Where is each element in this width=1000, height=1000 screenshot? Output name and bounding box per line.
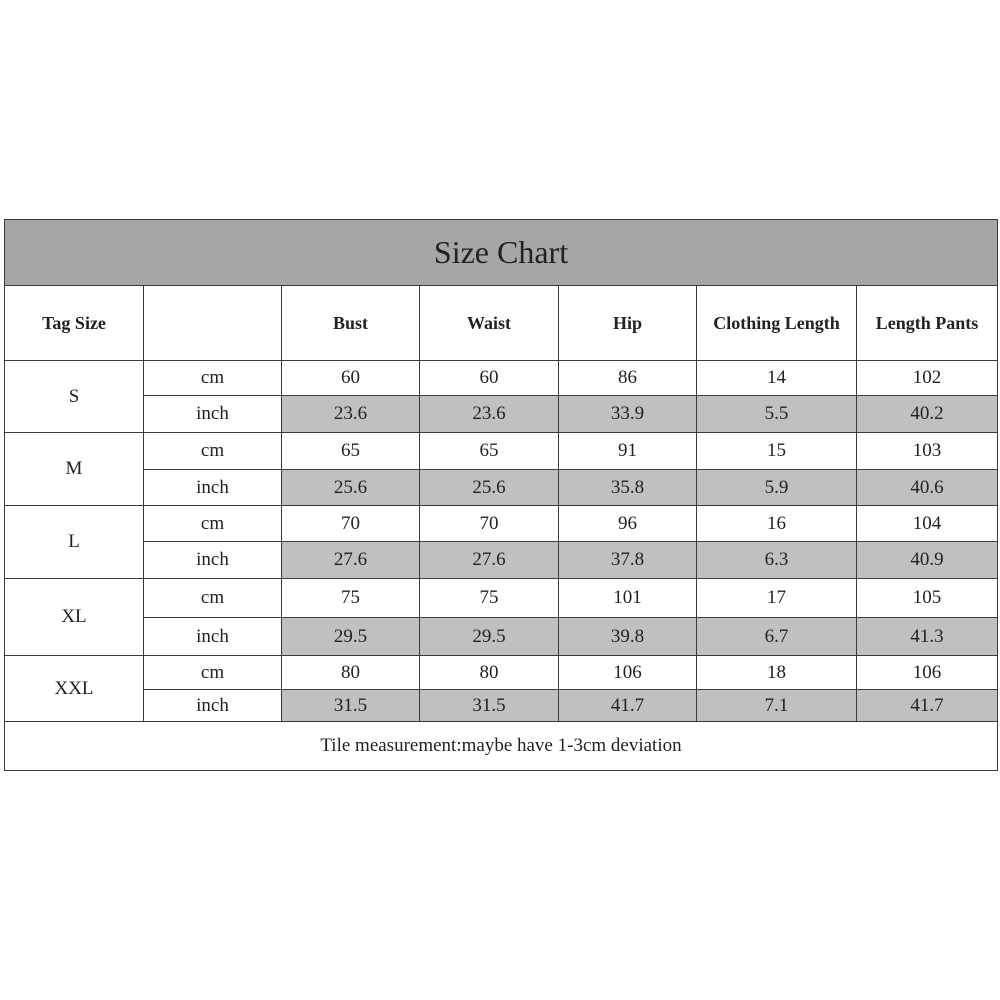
- value-cell-waist: 31.5: [420, 690, 559, 722]
- header-hip: Hip: [559, 286, 697, 361]
- header-length-pants: Length Pants: [857, 286, 998, 361]
- value-cell-length-pants: 40.2: [857, 396, 998, 433]
- table-row: [5, 618, 998, 656]
- value-cell-bust: 23.6: [282, 396, 420, 433]
- value-cell-clothing-length: 14: [697, 361, 857, 396]
- value-cell-hip: 39.8: [559, 618, 697, 656]
- value-cell-hip: 41.7: [559, 690, 697, 722]
- value-cell-clothing-length: 16: [697, 506, 857, 542]
- value-cell-length-pants: 105: [857, 579, 998, 618]
- value-cell-bust: 75: [282, 579, 420, 618]
- value-cell-bust: 27.6: [282, 542, 420, 579]
- tag-size-cell: M: [5, 433, 144, 506]
- unit-cell: inch: [144, 542, 282, 579]
- table-row: [5, 396, 998, 433]
- value-cell-bust: 25.6: [282, 470, 420, 506]
- value-cell-bust: 70: [282, 506, 420, 542]
- unit-cell: inch: [144, 618, 282, 656]
- value-cell-waist: 27.6: [420, 542, 559, 579]
- value-cell-length-pants: 40.9: [857, 542, 998, 579]
- value-cell-clothing-length: 18: [697, 656, 857, 690]
- table-row: [5, 361, 998, 396]
- value-cell-clothing-length: 6.7: [697, 618, 857, 656]
- value-cell-clothing-length: 5.5: [697, 396, 857, 433]
- value-cell-bust: 29.5: [282, 618, 420, 656]
- value-cell-clothing-length: 6.3: [697, 542, 857, 579]
- value-cell-length-pants: 106: [857, 656, 998, 690]
- chart-title: Size Chart: [5, 220, 998, 286]
- value-cell-bust: 65: [282, 433, 420, 470]
- unit-cell: inch: [144, 470, 282, 506]
- tag-size-cell: XXL: [5, 656, 144, 722]
- value-cell-hip: 33.9: [559, 396, 697, 433]
- value-cell-hip: 101: [559, 579, 697, 618]
- header-unit: [144, 286, 282, 361]
- value-cell-length-pants: 41.7: [857, 690, 998, 722]
- unit-cell: cm: [144, 506, 282, 542]
- unit-cell: cm: [144, 656, 282, 690]
- table-row: [5, 506, 998, 542]
- table-row: [5, 542, 998, 579]
- value-cell-waist: 29.5: [420, 618, 559, 656]
- table-row: [5, 470, 998, 506]
- value-cell-hip: 106: [559, 656, 697, 690]
- value-cell-bust: 60: [282, 361, 420, 396]
- value-cell-waist: 70: [420, 506, 559, 542]
- header-row: [5, 286, 998, 361]
- value-cell-bust: 80: [282, 656, 420, 690]
- unit-cell: cm: [144, 361, 282, 396]
- value-cell-waist: 65: [420, 433, 559, 470]
- unit-cell: inch: [144, 396, 282, 433]
- tag-size-cell: XL: [5, 579, 144, 656]
- value-cell-clothing-length: 15: [697, 433, 857, 470]
- value-cell-hip: 96: [559, 506, 697, 542]
- unit-cell: cm: [144, 433, 282, 470]
- title-row: [5, 220, 998, 286]
- value-cell-hip: 91: [559, 433, 697, 470]
- header-waist: Waist: [420, 286, 559, 361]
- tag-size-cell: S: [5, 361, 144, 433]
- size-chart-table: [4, 219, 998, 771]
- tag-size-cell: L: [5, 506, 144, 579]
- value-cell-hip: 86: [559, 361, 697, 396]
- table-row: [5, 690, 998, 722]
- value-cell-clothing-length: 7.1: [697, 690, 857, 722]
- value-cell-length-pants: 40.6: [857, 470, 998, 506]
- header-clothing-length: Clothing Length: [697, 286, 857, 361]
- table-row: [5, 579, 998, 618]
- value-cell-length-pants: 104: [857, 506, 998, 542]
- table-row: [5, 656, 998, 690]
- value-cell-clothing-length: 17: [697, 579, 857, 618]
- unit-cell: inch: [144, 690, 282, 722]
- value-cell-waist: 80: [420, 656, 559, 690]
- value-cell-clothing-length: 5.9: [697, 470, 857, 506]
- unit-cell: cm: [144, 579, 282, 618]
- note-row: [5, 722, 998, 771]
- table-row: [5, 433, 998, 470]
- value-cell-waist: 75: [420, 579, 559, 618]
- value-cell-waist: 23.6: [420, 396, 559, 433]
- value-cell-length-pants: 102: [857, 361, 998, 396]
- value-cell-bust: 31.5: [282, 690, 420, 722]
- value-cell-waist: 25.6: [420, 470, 559, 506]
- value-cell-waist: 60: [420, 361, 559, 396]
- value-cell-hip: 37.8: [559, 542, 697, 579]
- value-cell-length-pants: 41.3: [857, 618, 998, 656]
- measurement-note: Tile measurement:maybe have 1-3cm deviation: [5, 722, 998, 771]
- header-tag-size: Tag Size: [5, 286, 144, 361]
- header-bust: Bust: [282, 286, 420, 361]
- value-cell-hip: 35.8: [559, 470, 697, 506]
- value-cell-length-pants: 103: [857, 433, 998, 470]
